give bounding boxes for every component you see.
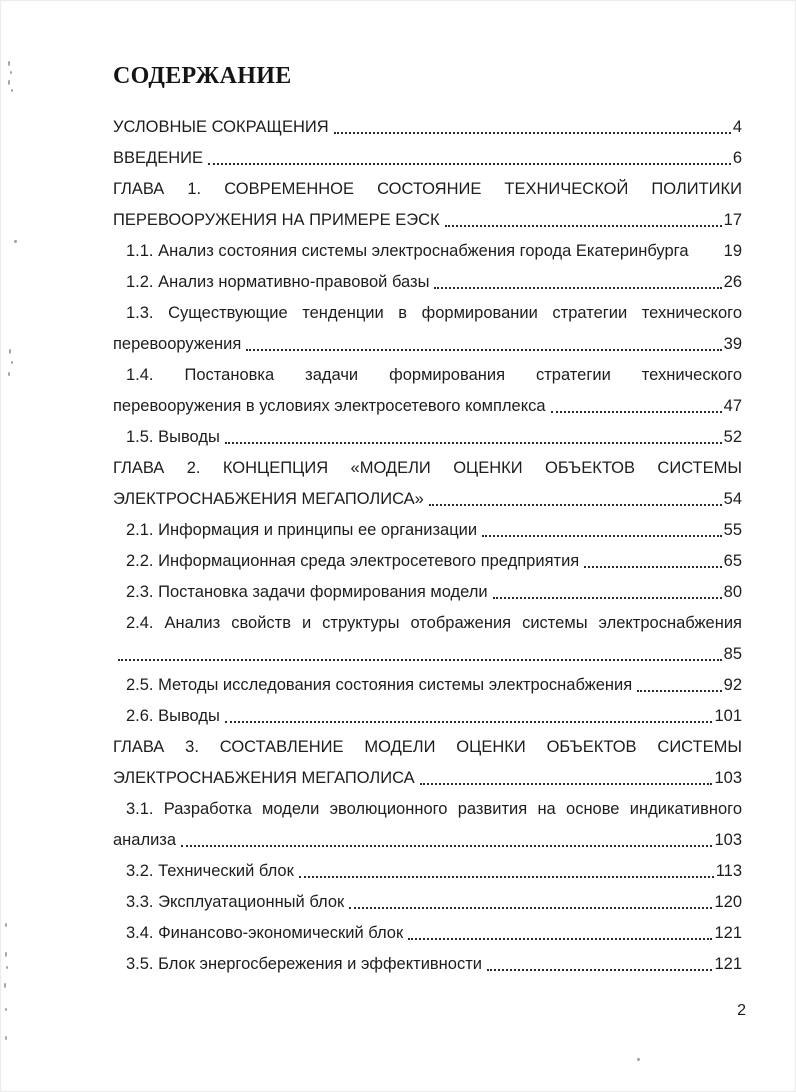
toc-entry-line <box>113 887 742 918</box>
scan-speck <box>5 923 7 927</box>
toc-entry-line <box>113 949 742 980</box>
toc-page-number: 85 <box>723 645 742 663</box>
toc-entry <box>113 918 742 949</box>
toc-page-number: 54 <box>723 490 742 508</box>
dot-leader <box>246 349 721 351</box>
toc-page-number: 92 <box>723 676 742 694</box>
toc-entry-line: 1.3. Существующие тенденции в формировании стратегии технического <box>126 304 742 322</box>
toc-entry-line <box>113 577 742 608</box>
toc-entry-text: 2.5. Методы исследования состояния системы электроснабжения <box>126 676 633 694</box>
toc-page-number: 121 <box>714 924 742 942</box>
toc-entry-text: 3.5. Блок энергосбережения и эффективности <box>126 955 482 973</box>
toc-entry-line <box>113 701 742 732</box>
toc-entry <box>113 701 742 732</box>
dot-leader <box>420 783 713 785</box>
toc-page-number: 103 <box>714 831 742 849</box>
scan-speck <box>5 952 7 957</box>
toc-entry <box>113 143 742 174</box>
scan-speck <box>8 372 10 376</box>
toc-entry-text: 2.3. Постановка задачи формирования модели <box>126 583 488 601</box>
toc-page-number: 4 <box>732 118 742 136</box>
toc-entry <box>113 174 742 236</box>
toc-entry <box>113 298 742 360</box>
toc-entry <box>113 236 742 267</box>
dot-leader <box>334 132 731 134</box>
scan-speck <box>5 1036 7 1040</box>
scan-speck <box>10 71 12 74</box>
toc-page-number: 55 <box>723 521 742 539</box>
toc-entry <box>113 515 742 546</box>
toc-entry <box>113 887 742 918</box>
dot-leader <box>408 938 712 940</box>
scan-speck <box>9 349 11 354</box>
scan-speck <box>11 361 13 364</box>
toc-entry <box>113 453 742 515</box>
toc-entry-text: ВВЕДЕНИЕ <box>113 149 203 167</box>
toc-entry-line: 1.4. Постановка задачи формирования стратегии технического <box>126 366 742 384</box>
toc-entry <box>113 577 742 608</box>
dot-leader <box>487 969 712 971</box>
toc-page-number: 26 <box>723 273 742 291</box>
toc-entry-text: ПЕРЕВООРУЖЕНИЯ НА ПРИМЕРЕ ЕЭСК <box>113 211 440 229</box>
toc-entry-line: ГЛАВА 2. КОНЦЕПЦИЯ «МОДЕЛИ ОЦЕНКИ ОБЪЕКТОВ СИСТЕМЫ <box>113 459 742 477</box>
toc-entry-line <box>113 422 742 453</box>
toc-entry-line: 3.1. Разработка модели эволюционного развития на основе индикативного <box>126 800 742 818</box>
dot-leader <box>225 721 713 723</box>
toc <box>113 112 742 980</box>
dot-leader <box>181 845 712 847</box>
dot-leader <box>299 876 714 878</box>
toc-entry-line: ГЛАВА 3. СОСТАВЛЕНИЕ МОДЕЛИ ОЦЕНКИ ОБЪЕКТОВ СИСТЕМЫ <box>113 738 742 756</box>
toc-entry-text: 1.1. Анализ состояния системы электроснабжения города Екатеринбурга <box>126 242 689 260</box>
dot-leader <box>551 411 722 413</box>
dot-leader <box>493 597 722 599</box>
toc-entry-line <box>113 391 742 422</box>
toc-entry-line <box>113 329 742 360</box>
toc-entry-line <box>113 236 742 267</box>
toc-entry <box>113 267 742 298</box>
toc-entry-line <box>113 670 742 701</box>
toc-entry-text: 3.2. Технический блок <box>126 862 294 880</box>
toc-entry <box>113 794 742 856</box>
toc-entry-line <box>113 205 742 236</box>
dot-leader <box>584 566 721 568</box>
toc-entry <box>113 112 742 143</box>
toc-page-number: 52 <box>723 428 742 446</box>
toc-entry <box>113 422 742 453</box>
toc-entry <box>113 546 742 577</box>
scan-speck <box>11 89 13 92</box>
dot-leader <box>429 504 722 506</box>
dot-leader <box>208 163 731 165</box>
toc-page-number: 6 <box>732 149 742 167</box>
toc-page-number: 17 <box>723 211 742 229</box>
scan-speck <box>14 240 17 243</box>
toc-entry <box>113 608 742 670</box>
toc-page-number: 120 <box>714 893 742 911</box>
page-number: 2 <box>737 1002 746 1019</box>
dot-leader <box>637 690 721 692</box>
dot-leader <box>225 442 722 444</box>
toc-entry-line <box>113 918 742 949</box>
dot-leader <box>434 287 721 289</box>
toc-entry-text: УСЛОВНЫЕ СОКРАЩЕНИЯ <box>113 118 329 136</box>
toc-entry-text: 2.2. Информационная среда электросетевого предприятия <box>126 552 580 570</box>
toc-page-number: 113 <box>715 862 742 880</box>
toc-entry-line: ГЛАВА 1. СОВРЕМЕННОЕ СОСТОЯНИЕ ТЕХНИЧЕСКОЙ ПОЛИТИКИ <box>113 180 742 198</box>
dot-leader <box>482 535 722 537</box>
toc-page-number: 65 <box>723 552 742 570</box>
scan-speck <box>6 966 8 969</box>
toc-entry-text: ЭЛЕКТРОСНАБЖЕНИЯ МЕГАПОЛИСА <box>113 769 415 787</box>
page-title: СОДЕРЖАНИЕ <box>113 63 292 89</box>
toc-entry-line <box>113 484 742 515</box>
toc-page-number: 39 <box>723 335 742 353</box>
scan-speck <box>4 983 6 988</box>
toc-entry <box>113 732 742 794</box>
toc-page-number: 121 <box>714 955 742 973</box>
toc-entry-line <box>113 515 742 546</box>
toc-entry-text: 3.3. Эксплуатационный блок <box>126 893 345 911</box>
toc-entry-text: перевооружения в условиях электросетевого комплекса <box>113 397 546 415</box>
toc-page-number: 103 <box>714 769 742 787</box>
toc-entry <box>113 949 742 980</box>
scan-speck <box>637 1058 640 1061</box>
toc-entry-line <box>113 825 742 856</box>
dot-leader <box>118 659 722 661</box>
toc-entry-text: 2.1. Информация и принципы ее организации <box>126 521 478 539</box>
toc-entry-text: 2.6. Выводы <box>126 707 220 725</box>
dot-leader <box>349 907 712 909</box>
toc-entry-line: 2.4. Анализ свойств и структуры отображения системы электроснабжения <box>126 614 742 632</box>
scan-speck <box>8 61 10 66</box>
scan-speck <box>5 1008 7 1011</box>
toc-entry-text: анализа <box>113 831 177 849</box>
toc-page-number: 101 <box>714 707 742 725</box>
toc-entry-line <box>113 639 742 670</box>
toc-page-number: 19 <box>723 242 742 260</box>
toc-entry-text: ЭЛЕКТРОСНАБЖЕНИЯ МЕГАПОЛИСА» <box>113 490 424 508</box>
toc-entry-text: 1.2. Анализ нормативно-правовой базы <box>126 273 430 291</box>
toc-entry-line <box>113 143 742 174</box>
toc-entry <box>113 670 742 701</box>
toc-entry-line <box>113 267 742 298</box>
toc-entry-line <box>113 546 742 577</box>
toc-entry <box>113 360 742 422</box>
toc-entry-text: 3.4. Финансово-экономический блок <box>126 924 404 942</box>
toc-entry-line <box>113 856 742 887</box>
toc-entry-line <box>113 112 742 143</box>
toc-page-number: 47 <box>723 397 742 415</box>
scan-speck <box>8 80 10 85</box>
toc-entry-text: 1.5. Выводы <box>126 428 220 446</box>
dot-leader <box>445 225 722 227</box>
toc-entry <box>113 856 742 887</box>
toc-entry-line <box>113 763 742 794</box>
toc-page-number: 80 <box>723 583 742 601</box>
toc-entry-text: перевооружения <box>113 335 242 353</box>
